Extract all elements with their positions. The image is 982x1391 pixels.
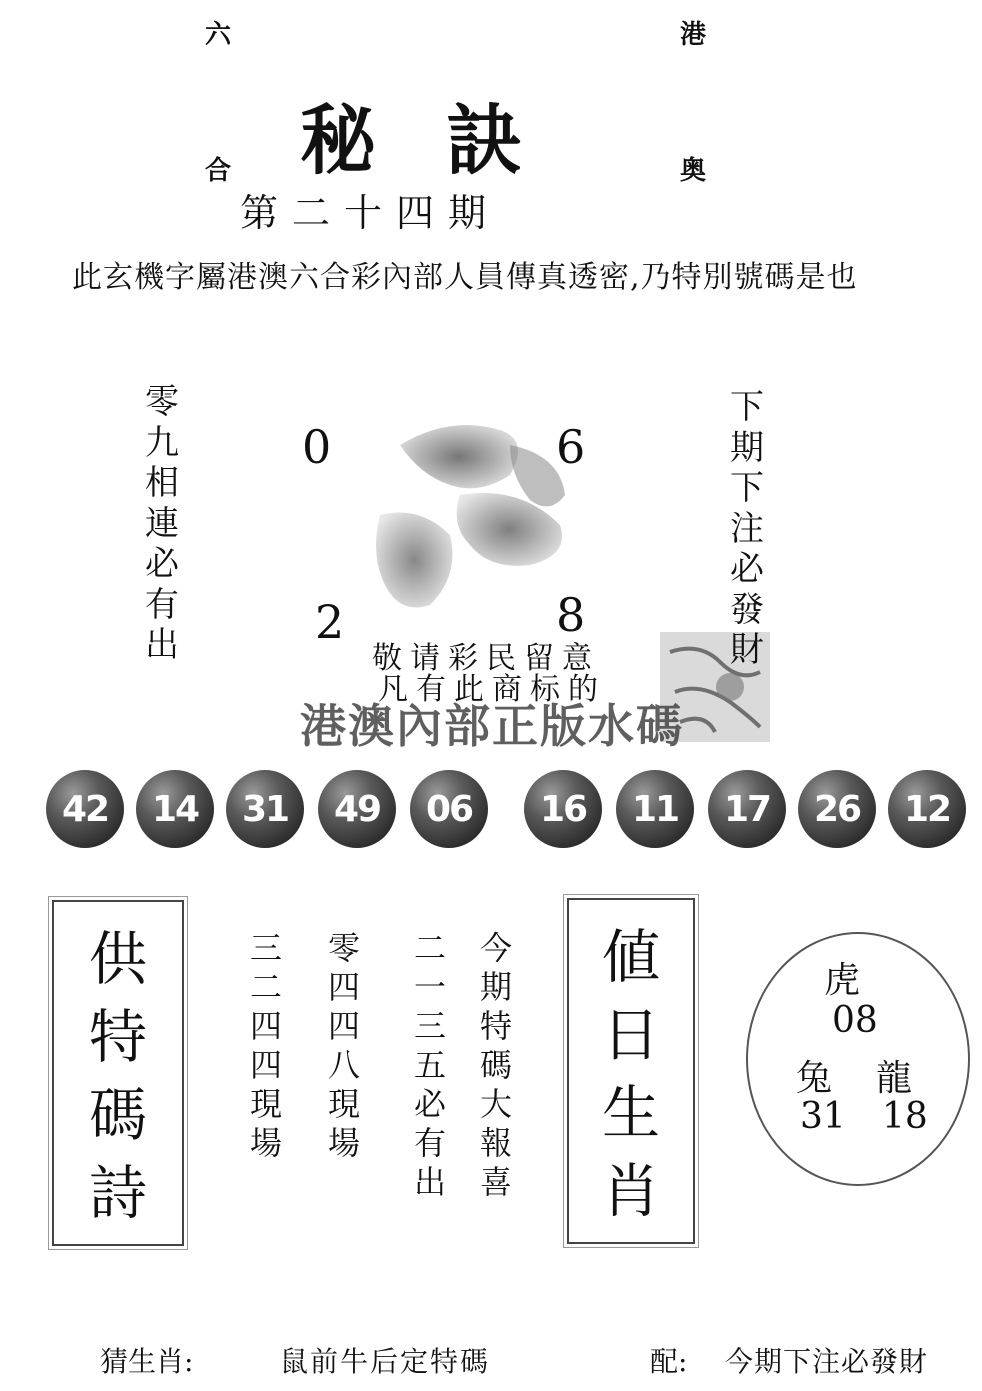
number-ball: 42: [46, 770, 124, 848]
number-ball: 26: [798, 770, 876, 848]
poem-char: 有: [414, 1124, 447, 1162]
poem-column-1: [250, 929, 283, 1166]
right-vertical-text: [730, 387, 764, 674]
corner-char-bottom-right: 奥: [680, 156, 707, 186]
vertical-char: 下: [730, 387, 764, 427]
poem-char: 四: [250, 1046, 283, 1084]
number-ball: 11: [616, 770, 694, 848]
subtitle: 此玄機字屬港澳六合彩內部人員傳真透密,乃特別號碼是也: [72, 260, 858, 295]
oval-top-number: 08: [832, 1000, 878, 1041]
number-ball: 17: [708, 770, 786, 848]
vertical-char: 必: [145, 544, 179, 584]
vertical-char: 零: [145, 382, 179, 422]
label-char: 肖: [601, 1157, 660, 1225]
special-poem-label: [54, 925, 182, 1242]
zodiac-of-day-label: [569, 923, 693, 1240]
poem-column-4: [480, 929, 513, 1205]
poem-char: 三: [414, 1007, 447, 1045]
label-char: 値: [601, 923, 660, 991]
issue-number: 第二十四期: [240, 191, 501, 235]
poem-char: 二: [414, 929, 447, 967]
zodiac-of-day-label-box: [567, 898, 695, 1244]
poem-char: 場: [250, 1124, 283, 1162]
vertical-char: 發: [730, 589, 764, 630]
poem-column-3: [414, 929, 447, 1205]
number-ball: 12: [888, 770, 966, 848]
number-ball: 49: [318, 770, 396, 848]
number-ball: 06: [410, 770, 488, 848]
poem-char: 四: [328, 968, 361, 1006]
vertical-char: 下: [730, 468, 764, 508]
poem-char: 出: [414, 1163, 447, 1201]
corner-char-top-right: 港: [680, 20, 707, 50]
label-char: 日: [601, 1001, 660, 1069]
poem-char: 期: [480, 968, 513, 1006]
vertical-char: 連: [145, 503, 179, 544]
zodiac-oval: [746, 932, 970, 1186]
digit-bottom-right: 8: [556, 588, 586, 642]
number-ball: 31: [226, 770, 304, 848]
poem-char: 大: [480, 1085, 513, 1123]
notice-line-1: 敬请彩民留意: [372, 641, 600, 676]
poem-char: 今: [480, 929, 513, 967]
vertical-char: 有: [145, 584, 179, 625]
label-char: 特: [88, 1003, 147, 1071]
poem-char: 八: [328, 1046, 361, 1084]
left-vertical-text: [145, 382, 179, 669]
oval-left-number: 31: [800, 1096, 846, 1137]
poem-char: 二: [250, 968, 283, 1006]
poem-char: 報: [480, 1124, 513, 1162]
poem-char: 特: [480, 1007, 513, 1045]
page-title: 秘訣: [300, 96, 592, 185]
digit-top-left: 0: [302, 420, 332, 474]
label-char: 生: [601, 1079, 660, 1147]
poem-char: 現: [328, 1085, 361, 1123]
oval-right-zodiac: 龍: [876, 1058, 913, 1099]
poem-char: 一: [414, 968, 447, 1006]
oval-left-zodiac: 兔: [796, 1058, 833, 1099]
poem-char: 現: [250, 1085, 283, 1123]
poem-column-2: [328, 929, 361, 1166]
vertical-char: 必: [730, 549, 764, 589]
vertical-char: 出: [145, 625, 179, 665]
footer-guess-label: 猜生肖:: [100, 1345, 194, 1378]
vertical-char: 財: [730, 630, 764, 670]
label-char: 碼: [88, 1081, 147, 1149]
poem-char: 場: [328, 1124, 361, 1162]
footer-match-text: 今期下注必發財: [725, 1345, 929, 1378]
poem-char: 喜: [480, 1163, 513, 1201]
label-char: 詩: [88, 1159, 147, 1227]
brand-text: 港澳內部正版水碼: [300, 699, 684, 753]
digit-bottom-left: 2: [315, 595, 345, 649]
poem-char: 碼: [480, 1046, 513, 1084]
poem-char: 四: [328, 1007, 361, 1045]
poem-char: 零: [328, 929, 361, 967]
digit-top-right: 6: [556, 420, 586, 474]
number-ball: 16: [524, 770, 602, 848]
corner-char-top-left: 六: [205, 20, 232, 50]
vertical-char: 注: [730, 508, 764, 549]
oval-right-number: 18: [882, 1096, 928, 1137]
special-poem-label-box: [52, 900, 184, 1246]
footer-guess-text: 鼠前牛后定特碼: [280, 1345, 491, 1378]
footer-match-label: 配:: [650, 1345, 688, 1378]
poem-char: 五: [414, 1046, 447, 1084]
vertical-char: 相: [145, 463, 179, 503]
corner-char-bottom-left: 合: [205, 156, 232, 186]
poem-char: 必: [414, 1085, 447, 1123]
poem-char: 四: [250, 1007, 283, 1045]
number-balls: [46, 770, 966, 862]
number-ball: 14: [136, 770, 214, 848]
poem-char: 三: [250, 929, 283, 967]
vertical-char: 九: [145, 422, 179, 463]
vertical-char: 期: [730, 427, 764, 468]
label-char: 供: [88, 925, 147, 993]
notice-line-2: 凡有此商标的: [378, 672, 606, 707]
oval-top-zodiac: 虎: [824, 960, 861, 1001]
